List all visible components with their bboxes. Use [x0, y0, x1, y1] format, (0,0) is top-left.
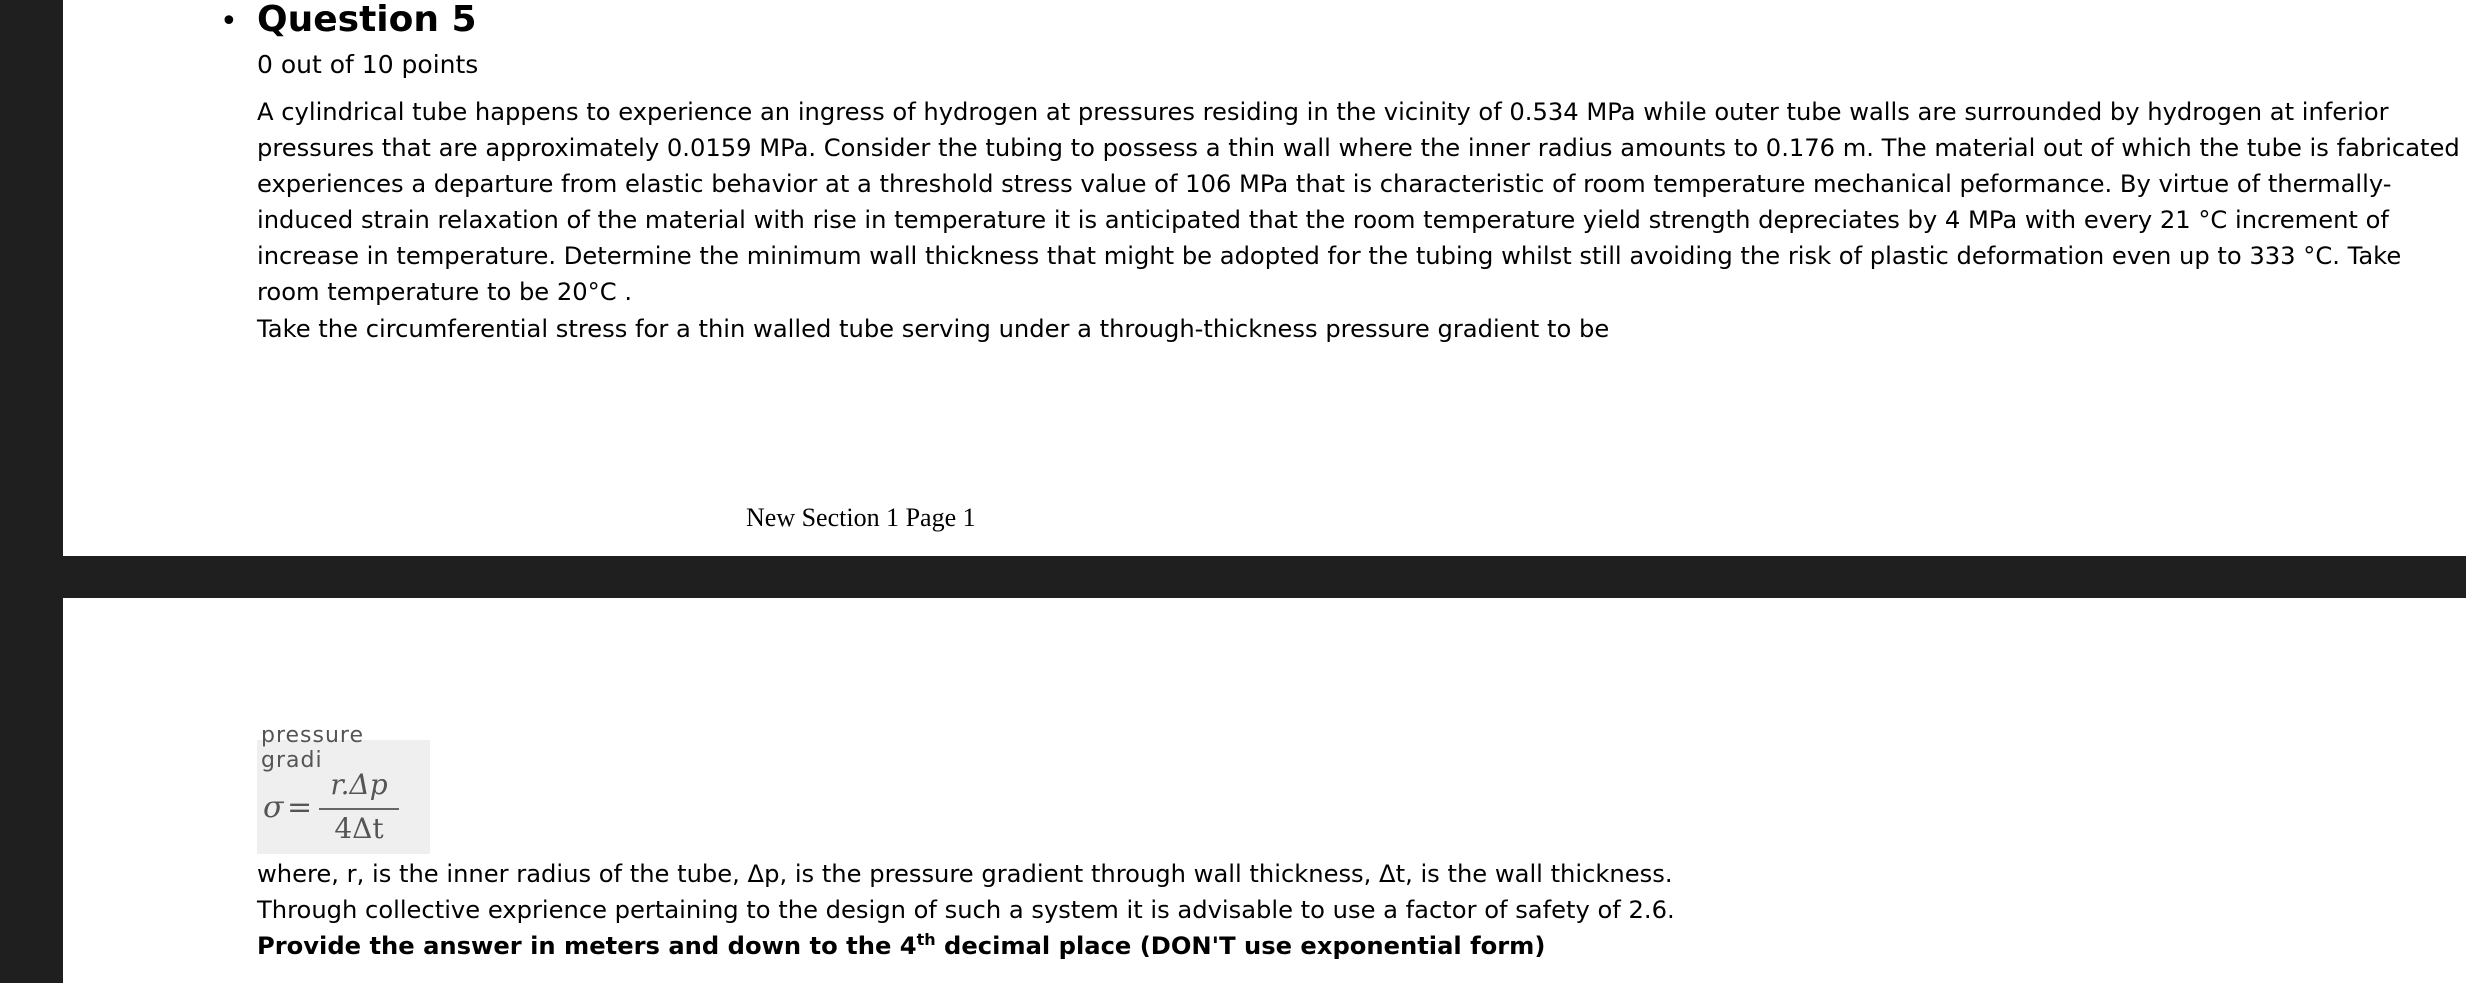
note-page-2	[63, 598, 2466, 983]
answer-instructions-pre: Provide the answer in meters and down to the 4	[257, 932, 917, 960]
formula-numerator: r.Δp	[330, 768, 388, 801]
question-body: A cylindrical tube happens to experience an ingress of hydrogen at pressures residing in the vicinity of 0.534 MPa while outer tube walls are surrounded by hydrogen at inferior pressures that are approximately 0.0159 MPa. Consider the tubing to possess a thin wall where the inner radius amounts to 0.176 m. The material out of which the tube is fabricated experiences a departure from elastic behavior at a threshold stress value of 106 MPa that is characteristic of room temperature mechanical peformance. By virtue of thermally-induced strain relaxation of the material with rise in temperature it is anticipated that the room temperature yield strength depreciates by 4 MPa with every 21 °C increment of increase in temperature. Determine the minimum wall thickness that might be adopted for the tubing whilst still avoiding the risk of plastic deformation even up to 333 °C. Take room temperature to be 20°C .	[257, 98, 2460, 306]
formula-image	[257, 723, 430, 854]
note-page-1	[63, 0, 2466, 556]
formula-equals: =	[287, 790, 313, 825]
answer-instructions-sup: th	[916, 929, 936, 949]
page-footer-label: New Section 1 Page 1	[746, 503, 976, 532]
list-bullet: •	[220, 4, 238, 39]
formula-cut-text: pressure gradi	[261, 723, 365, 773]
question-title: Question 5	[257, 0, 477, 40]
answer-instructions-post: decimal place (DON'T use exponential form)	[935, 932, 1546, 960]
question-points: 0 out of 10 points	[257, 50, 479, 79]
answer-instructions	[257, 928, 1545, 964]
safety-factor-text: Through collective exprience pertaining to the design of such a system it is advisable to use a factor of safety of 2.6.	[257, 896, 1675, 924]
formula-denominator: 4Δt	[334, 812, 384, 845]
formula-fraction-bar	[319, 808, 399, 810]
formula-sigma: σ	[263, 790, 284, 825]
stress-intro-text: Take the circumferential stress for a thin walled tube serving under a through-thickness pressure gradient to be	[257, 315, 1610, 343]
variable-definitions: where, r, is the inner radius of the tube, Δp, is the pressure gradient through wall thickness, Δt, is the wall thickness.	[257, 860, 1673, 888]
